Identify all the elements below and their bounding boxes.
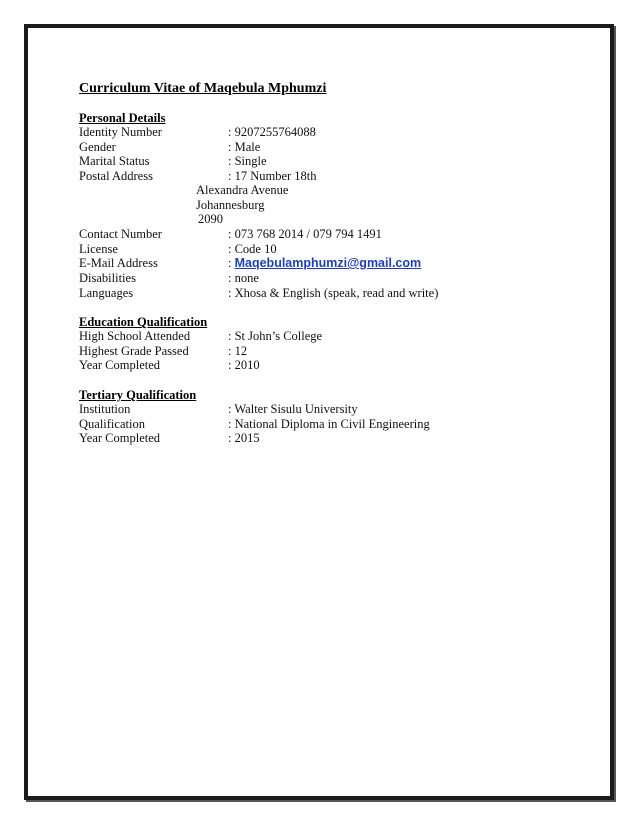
qualification-label: Qualification — [79, 417, 145, 431]
identity-value: : 9207255764088 — [228, 125, 316, 139]
grade-label: Highest Grade Passed — [79, 344, 189, 358]
grade-value: : 12 — [228, 344, 248, 358]
school-value: : St John’s College — [228, 329, 323, 343]
email-value-wrap — [228, 256, 421, 271]
qualification-row — [79, 417, 599, 432]
email-prefix: : — [228, 256, 235, 270]
identity-label: Identity Number — [79, 125, 162, 139]
gender-label: Gender — [79, 140, 116, 154]
marital-row — [79, 154, 599, 169]
tertiary-year-label: Year Completed — [79, 431, 161, 445]
address-line-3: 2090 — [198, 212, 223, 226]
marital-value: : Single — [228, 154, 267, 168]
email-link[interactable]: Maqebulamphumzi@gmail.com — [234, 256, 422, 270]
qualification-value: : National Diploma in Civil Engineering — [228, 417, 430, 431]
school-row — [79, 329, 599, 344]
disabilities-value: : none — [228, 271, 259, 285]
tertiary-year-value: : 2015 — [228, 431, 260, 445]
tertiary-year-row — [79, 431, 599, 446]
contact-value: : 073 768 2014 / 079 794 1491 — [228, 227, 382, 241]
education-year-value: : 2010 — [228, 358, 260, 372]
grade-row — [79, 344, 599, 359]
contact-row — [79, 227, 599, 242]
institution-label: Institution — [79, 402, 131, 416]
education-year-row — [79, 358, 599, 373]
postal-label: Postal Address — [79, 169, 153, 183]
email-label: E-Mail Address — [79, 256, 158, 270]
postal-value: : 17 Number 18th — [228, 169, 317, 183]
marital-label: Marital Status — [79, 154, 150, 168]
institution-row — [79, 402, 599, 417]
gender-value: : Male — [228, 140, 261, 154]
languages-row — [79, 286, 599, 301]
license-value: : Code 10 — [228, 242, 277, 256]
address-line-2: Johannesburg — [196, 198, 265, 212]
education-year-label: Year Completed — [79, 358, 161, 372]
contact-label: Contact Number — [79, 227, 162, 241]
languages-value: : Xhosa & English (speak, read and write) — [228, 286, 439, 300]
disabilities-row — [79, 271, 599, 286]
institution-value: : Walter Sisulu University — [228, 402, 358, 416]
postal-row — [79, 169, 599, 184]
address-line-1: Alexandra Avenue — [196, 183, 289, 197]
education-heading: Education Qualification — [79, 315, 208, 329]
personal-details-heading: Personal Details — [79, 111, 166, 125]
license-label: License — [79, 242, 118, 256]
gender-row — [79, 140, 599, 155]
disabilities-label: Disabilities — [79, 271, 136, 285]
document-title: Curriculum Vitae of Maqebula Mphumzi — [79, 81, 327, 96]
license-row — [79, 242, 599, 257]
school-label: High School Attended — [79, 329, 191, 343]
identity-row — [79, 125, 599, 140]
languages-label: Languages — [79, 286, 134, 300]
tertiary-heading: Tertiary Qualification — [79, 388, 197, 402]
email-row — [79, 256, 599, 271]
